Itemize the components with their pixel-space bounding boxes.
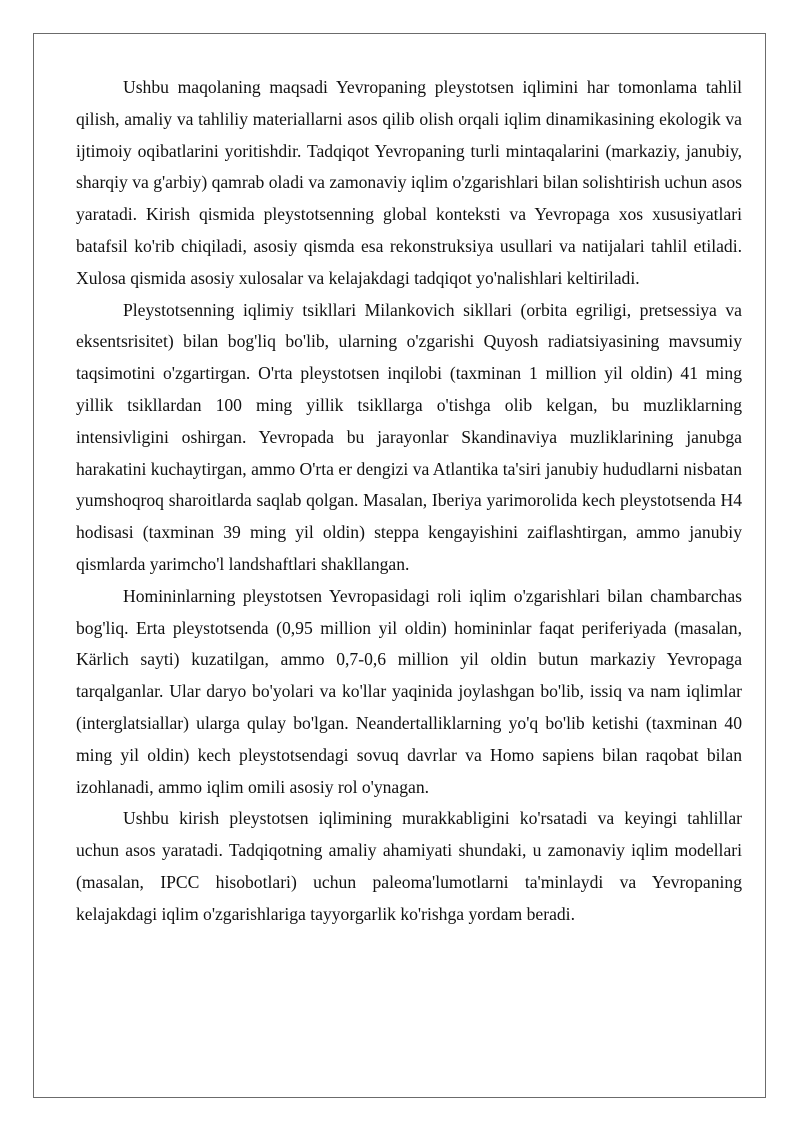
paragraph-4: Ushbu kirish pleystotsen iqlimining murakkabligini ko'rsatadi va keyingi tahlillar uchun asos yaratadi. Tadqiqotning amaliy ahamiyati shundaki, u zamonaviy iqlim modellari (masalan, IPCC hisobotlari) uchun paleoma'lumotlarni ta'minlaydi va Yevropaning kelajakdagi iqlim o'zgarishlariga tayyorgarlik ko'rishga yordam beradi. [76,808,742,924]
paragraph-3: Homininlarning pleystotsen Yevropasidagi roli iqlim o'zgarishlari bilan chambarchas bog'liq. Erta pleystotsenda (0,95 million yil oldin) homininlar faqat periferiyada (masalan, Kärlich sayti) kuzatilgan, ammo 0,7-0,6 million yil oldin butun markaziy Yevropaga tarqalganlar. Ular daryo bo'yolari va ko'llar yaqinida joylashgan bo'lib, issiq va nam iqlimlar (interglatsiallar) ularga qulay bo'lgan. Neandertalliklarning yo'q bo'lib ketishi (taxminan 40 ming yil oldin) kech pleystotsendagi sovuq davrlar va Homo sapiens bilan raqobat bilan izohlanadi, ammo iqlim omili asosiy rol o'ynagan. [76,585,742,797]
document-body [76,72,742,931]
paragraph-2: Pleystotsenning iqlimiy tsikllari Milankovich sikllari (orbita egriligi, pretsessiya va eksentsrisitet) bilan bog'liq bo'lib, ularning o'zgarishi Quyosh radiatsiyasining mavsumiy taqsimotini o'zgartirgan. O'rta pleystotsen inqilobi (taxminan 1 million yil oldin) 41 ming yillik tsikllardan 100 ming yillik tsikllarga o'tishga olib kelgan, bu muzliklarning intensivligini oshirgan. Yevropada bu jarayonlar Skandinaviya muzliklarining janubga harakatini kuchaytirgan, ammo O'rta er dengizi va Atlantika ta'siri janubiy hududlarni nisbatan yumshoqroq sharoitlarda saqlab qolgan. Masalan, Iberiya yarimorolida kech pleystotsenda H4 hodisasi (taxminan 39 ming yil oldin) steppa kengayishini zaiflashtirgan, ammo janubiy qismlarda yarimcho'l landshaftlari shakllangan. [76,299,742,574]
paragraph-1: Ushbu maqolaning maqsadi Yevropaning pleystotsen iqlimini har tomonlama tahlil qilish, amaliy va tahliliy materiallarni asos qilib olish orqali iqlim dinamikasining ekologik va ijtimoiy oqibatlarini yoritishdir. Tadqiqot Yevropaning turli mintaqalarini (markaziy, janubiy, sharqiy va g'arbiy) qamrab oladi va zamonaviy iqlim o'zgarishlari bilan solishtirish uchun asos yaratadi. Kirish qismida pleystotsenning global konteksti va Yevropaga xos xususiyatlari batafsil ko'rib chiqiladi, asosiy qismda esa rekonstruksiya usullari va natijalari tahlil etiladi. Xulosa qismida asosiy xulosalar va kelajakdagi tadqiqot yo'nalishlari keltiriladi. [76,77,742,288]
